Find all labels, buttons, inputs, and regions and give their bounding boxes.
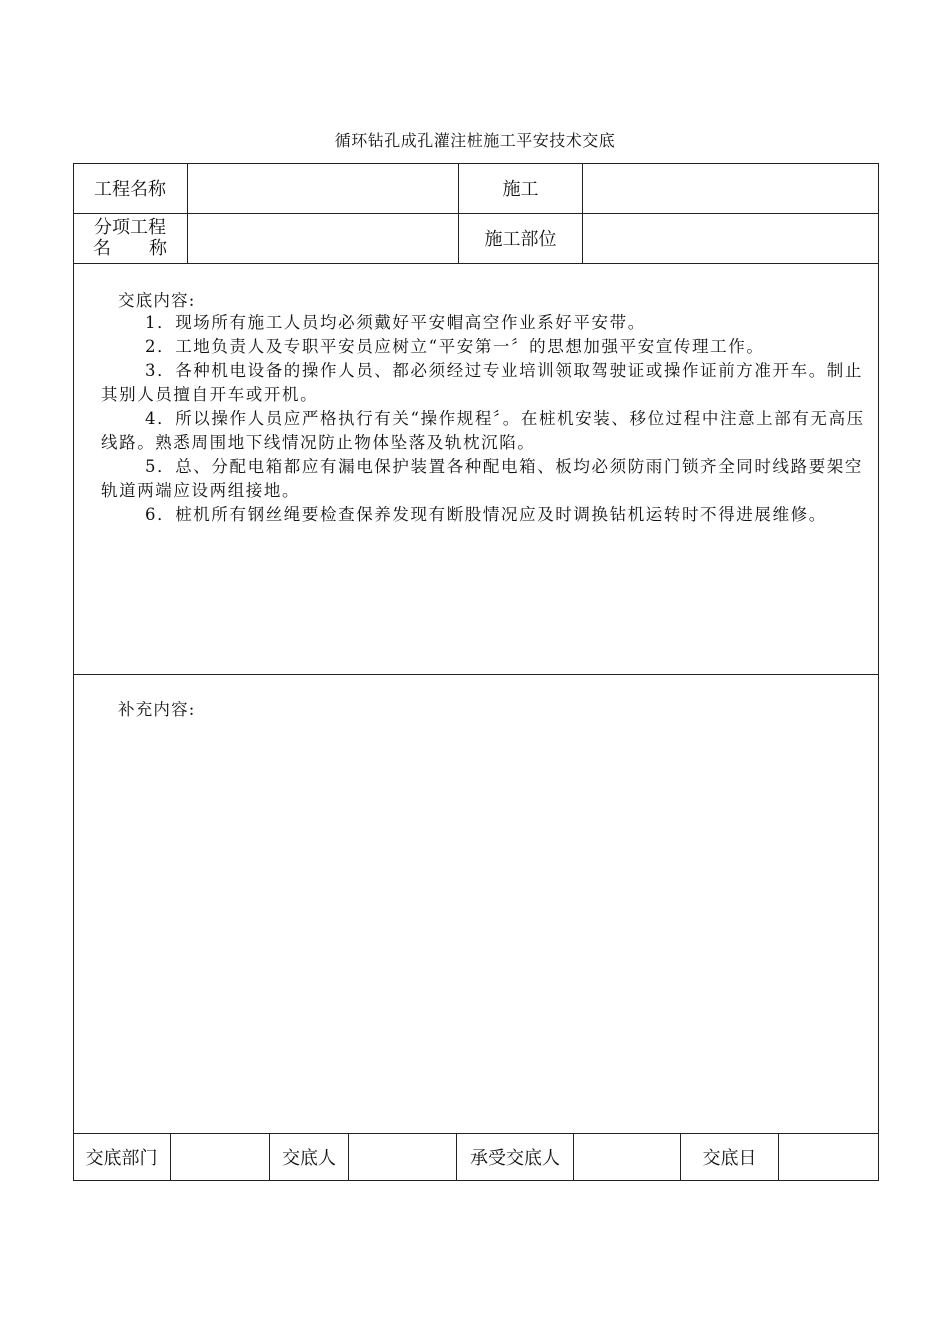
- date-label: 交底日: [681, 1133, 779, 1181]
- content-heading: 交底内容:: [118, 291, 196, 310]
- content-paragraph-6: 6．桩机所有钢丝绳要检查保养发现有断股情况应及时调换钻机运转时不得进展维修。: [145, 505, 827, 524]
- receiver-label: 承受交底人: [457, 1133, 574, 1181]
- content-paragraph-1: 1．现场所有施工人员均必须戴好平安帽高空作业系好平安带。: [145, 313, 646, 332]
- content-paragraph-4: 4．所以操作人员应严格执行有关“操作规程〞。在桩机安装、移位过程中注意上部有无高压线路。熟悉周围地下线情况防止物体坠落及轨枕沉陷。: [101, 409, 865, 452]
- content-paragraph-3: 3．各种机电设备的操作人员、都必须经过专业培训领取驾驶证或操作证前方准开车。制止其别人员擅自开车或开机。: [101, 361, 863, 404]
- form-row-subproject: [73, 213, 879, 264]
- briefing-content-section[interactable]: [73, 263, 879, 675]
- dept-field[interactable]: [171, 1133, 270, 1181]
- sub-project-label-line1: 分项工程: [94, 217, 166, 238]
- construction-field[interactable]: [583, 163, 879, 213]
- sub-project-label-char-b: 称: [149, 238, 167, 259]
- person-field[interactable]: [349, 1133, 457, 1181]
- sub-project-label-char-a: 名: [93, 238, 111, 259]
- supplement-heading: 补充内容:: [118, 700, 196, 719]
- person-label: 交底人: [270, 1133, 349, 1181]
- form-row-footer: [73, 1133, 879, 1181]
- location-field[interactable]: [583, 213, 879, 263]
- dept-label: 交底部门: [73, 1133, 171, 1181]
- content-paragraph-2: 2．工地负责人及专职平安员应树立“平安第一〞的思想加强平安宣传理工作。: [145, 337, 765, 356]
- date-field[interactable]: [779, 1133, 879, 1181]
- sub-project-label: [73, 213, 188, 263]
- location-label: 施工部位: [459, 213, 583, 263]
- project-name-field[interactable]: [188, 163, 459, 213]
- sub-project-field[interactable]: [188, 213, 459, 263]
- construction-label: 施工: [459, 163, 583, 213]
- project-name-label: 工程名称: [73, 163, 188, 213]
- receiver-field[interactable]: [574, 1133, 681, 1181]
- content-paragraphs: [101, 311, 871, 527]
- document-title: 循环钻孔成孔灌注桩施工平安技术交底: [334, 131, 616, 150]
- form-row-project: [73, 163, 879, 214]
- content-paragraph-5: 5．总、分配电箱都应有漏电保护装置各种配电箱、板均必须防雨门锁齐全同时线路要架空轨道两端应设两组接地。: [101, 457, 863, 500]
- supplement-section[interactable]: [73, 674, 879, 1134]
